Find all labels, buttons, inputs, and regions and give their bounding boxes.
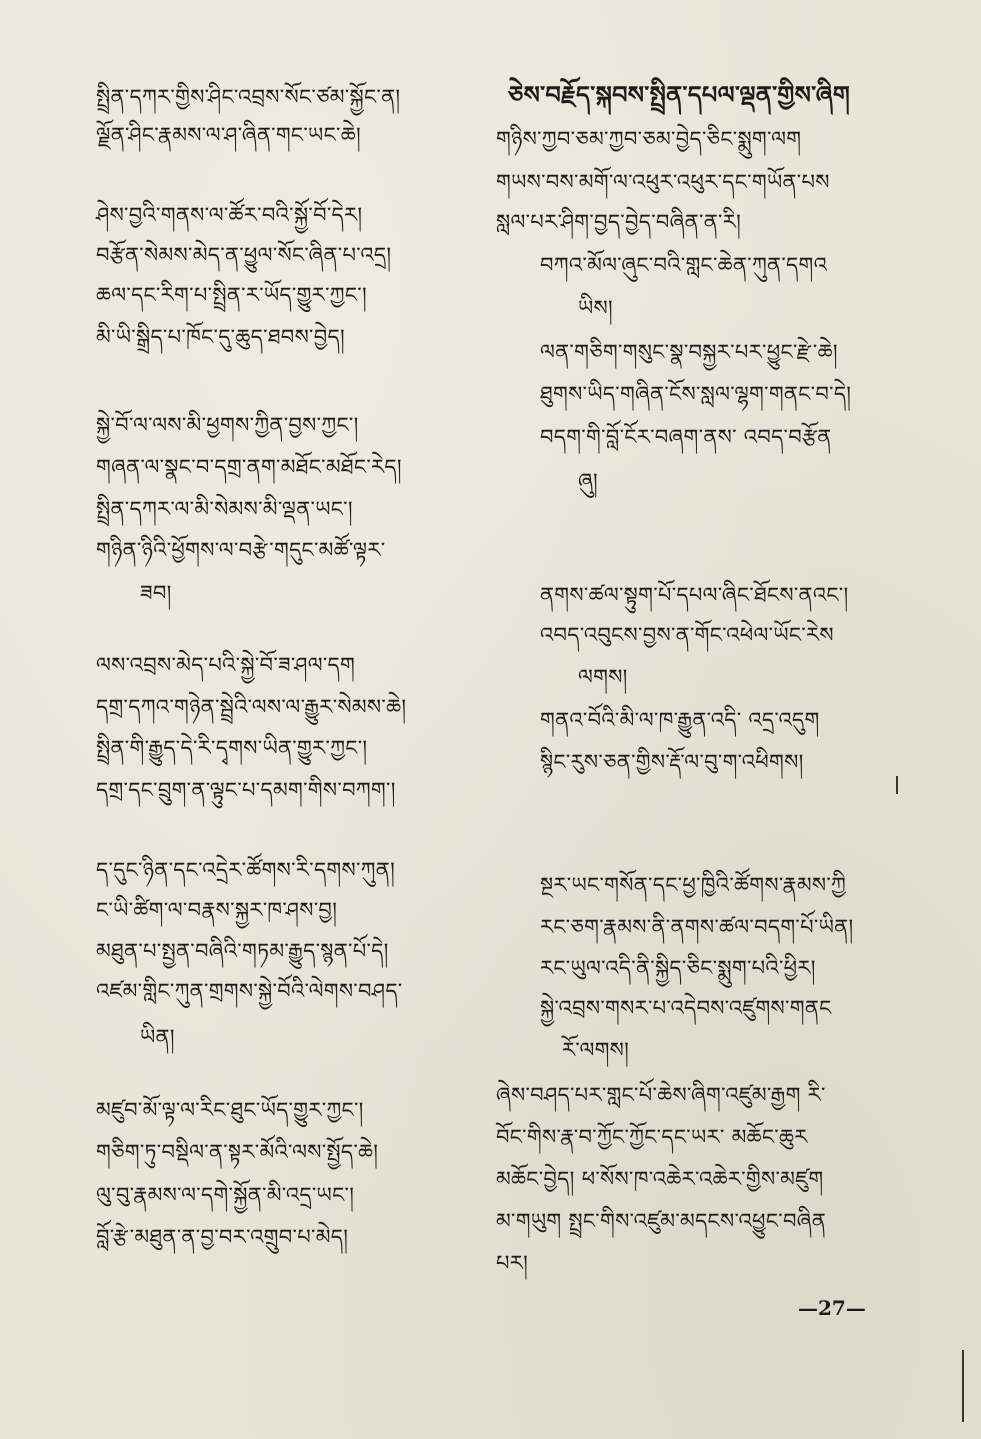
verse-line: བརྩོན་སེམས་མེད་ན་ཕྱུལ་སོང་ཞིན་པ་འདྲ།	[96, 243, 392, 267]
verse-line: ཅེས་བརྗོད་སྐབས་སྤྲིན་དཔལ་ལྡན་གྱིས་ཞིག	[508, 81, 851, 109]
verse-line: རོ་ལགས།	[562, 1038, 630, 1062]
verse-line: ཆལ་དང་རིག་པ་སྤྲིན་ར་ཡོད་གྱུར་ཀྱང་།	[96, 283, 367, 307]
verse-line: འབད་འབུངས་བྱས་ན་གོང་འཕེལ་ཡོང་རེས	[540, 623, 834, 647]
verse-line: ཡིན།	[140, 1025, 175, 1049]
verse-line: བློ་རྩེ་མཐུན་ན་བྱ་བར་འགྲུབ་པ་མེད།	[96, 1225, 349, 1249]
verse-line: ལྗོན་ཤིང་རྣམས་ལ་ཤ་ཞིན་གང་ཡང་ཆེ།	[96, 123, 361, 147]
verse-line: དགྲ་དང་བྲུག་ན་ལྟུང་པ་དམག་གིས་བཀག་།	[96, 778, 396, 802]
verse-line: ད་དུང་ཉིན་དང་འདྲེར་ཚོགས་རི་དགས་ཀུན།	[96, 858, 396, 882]
verse-line: ཤེས་བྱའི་གནས་ལ་ཚོར་བའི་སྐྱོ་བོ་དེར།	[96, 203, 363, 227]
verse-line: གཉིས་ཀྱབ་ཅམ་ཀྱབ་ཅམ་བྱེད་ཅིང་སྨུག་ལག	[496, 127, 802, 151]
verse-line: གཅིག་ཏུ་བསྡིལ་ན་སྟར་མོའི་ལས་སྤྱོད་ཆེ།	[96, 1140, 379, 1164]
page-number: —27—	[798, 1296, 866, 1320]
scan-mark	[896, 776, 898, 794]
verse-line: སྔར་ཡང་གསོན་དང་ཕྱ་ཁྱིའི་ཚོགས་རྣམས་ཀྱི	[540, 873, 847, 897]
verse-line: བཀའ་མོལ་ཞུང་བའི་གླང་ཆེན་ཀུན་དགའ	[540, 253, 828, 277]
verse-line: སྤྲིན་དཀར་གྱིས་ཤིང་འབྲས་སོང་ཙམ་སྐྱོང་ན།	[96, 85, 401, 109]
prose-line: པར།	[496, 1251, 529, 1275]
verse-line: སྤྲིན་དཀར་ལ་མི་སེམས་མི་ལྡན་ཡང་།	[96, 497, 353, 521]
verse-line: གཉིན་ཉིའི་ཕྱོགས་ལ་བརྩེ་གདུང་མཚོ་ལྟར་	[96, 538, 386, 562]
verse-line: རང་ཅག་རྣམས་ནི་ནགས་ཚལ་བདག་པོ་ཡིན།	[540, 915, 854, 939]
verse-line: འཛམ་གླིང་ཀུན་གྲགས་སྐྱེ་བོའི་ལེགས་བཤད་	[96, 979, 403, 1003]
scan-edge-line	[962, 1350, 964, 1422]
verse-line: སྤྲིན་གི་རྒྱུད་དེ་རི་དྭགས་ཡིན་གྱུར་ཀྱང་།	[96, 736, 368, 760]
verse-line: ལགས།	[578, 665, 628, 689]
verse-line: ང་ཡི་ཚིག་ལ་བརྣས་སྐྱར་ཁ་ཤས་བྱ།	[96, 898, 338, 922]
verse-line: སྙིང་རུས་ཅན་གྱིས་རྡོ་ལ་བུ་ག་འཕིགས།	[540, 750, 804, 774]
verse-line: ཡིས།	[578, 296, 613, 320]
prose-line: མཆོང་བྱེད། ཕ་སོས་ཁ་འཆེར་འཆེར་གྱིས་མཛུག	[496, 1167, 824, 1191]
verse-line: ཞུ།	[578, 469, 598, 493]
verse-line: སྐྱེ་བོ་ལ་ལས་མི་ཕྱགས་ཀྱིན་བྱས་ཀྱང་།	[96, 413, 359, 437]
prose-line: ཞེས་བཤད་པར་གླང་པོ་ཆེས་ཞིག་འཛུམ་རྒྱག རི་	[496, 1083, 826, 1107]
prose-line: བོང་གིས་རྣ་བ་ཀྱོང་ཀྱོང་དང་ཡར་ མཆོང་ཆུར	[496, 1125, 808, 1149]
verse-line: ལུ་བུ་རྣམས་ལ་དགེ་སྐྱོན་མི་འདྲ་ཡང་།	[96, 1183, 355, 1207]
verse-line: ལན་གཅིག་གསུང་སྣ་བསྐྱར་པར་ཕྱུང་རྫེ་ཆེ།	[540, 340, 838, 364]
verse-line: སྐྱེ་འབྲས་གསར་པ་འདེབས་འཛུགས་གནང	[540, 996, 832, 1020]
verse-line: ཐུགས་ཡིད་གཞིན་ངོས་སླལ་ལྷག་གནང་བ་དེ།	[540, 382, 852, 406]
verse-line: ནགས་ཚལ་སྟུག་པོ་དཔལ་ཞིང་ཐོངས་ནའང་།	[540, 583, 849, 607]
verse-line: གནའ་བོའི་མི་ལ་ཁ་རྒྱུན་འདི་ འདྲ་འདུག	[540, 708, 820, 732]
verse-line: ལས་འབྲས་མེད་པའི་སྐྱེ་བོ་ཟ་ཤལ་དག	[96, 653, 356, 677]
verse-line: ཟབ།	[140, 581, 172, 605]
verse-line: མི་ཡི་སྒྲིད་པ་ཁོང་དུ་ཆུད་ཐབས་བྱེད།	[96, 325, 345, 349]
prose-line: མ་གཡུག སྤྲང་གིས་འཛུམ་མདངས་འཕྱུང་བཞིན	[496, 1209, 827, 1233]
verse-line: དགྲ་དཀའ་གཉེན་སྦྲེའི་ལས་ལ་རྒྱུར་སེམས་ཆེ།	[96, 695, 407, 719]
verse-line: རང་ཡུལ་འདི་ནི་སྐྱིད་ཅིང་སྨུག་པའི་ཕྱིར།	[540, 956, 816, 980]
verse-line: སླལ་པར་ཤིག་བྱད་བྱེད་བཞིན་ན་རི།	[496, 210, 742, 234]
verse-line: བདག་གི་བློ་ངོར་བཞག་ནས་ འབད་བརྩོན	[540, 425, 832, 449]
verse-line: མཛུབ་མོ་ལྟ་ལ་རིང་ཐུང་ཡོད་གྱུར་ཀྱང་།	[96, 1098, 364, 1122]
verse-line: མཐུན་པ་སྤྱན་བཞིའི་གཏམ་རྒྱུད་སྙན་པོ་དེ།	[96, 939, 389, 963]
verse-line: གཡས་བས་མགོ་ལ་འཕུར་འཕུར་དང་གཡོན་པས	[496, 170, 830, 194]
verse-line: གཞན་ལ་སྣང་བ་དགྲ་ནག་མཐོང་མཐོང་རེད།	[96, 455, 402, 479]
